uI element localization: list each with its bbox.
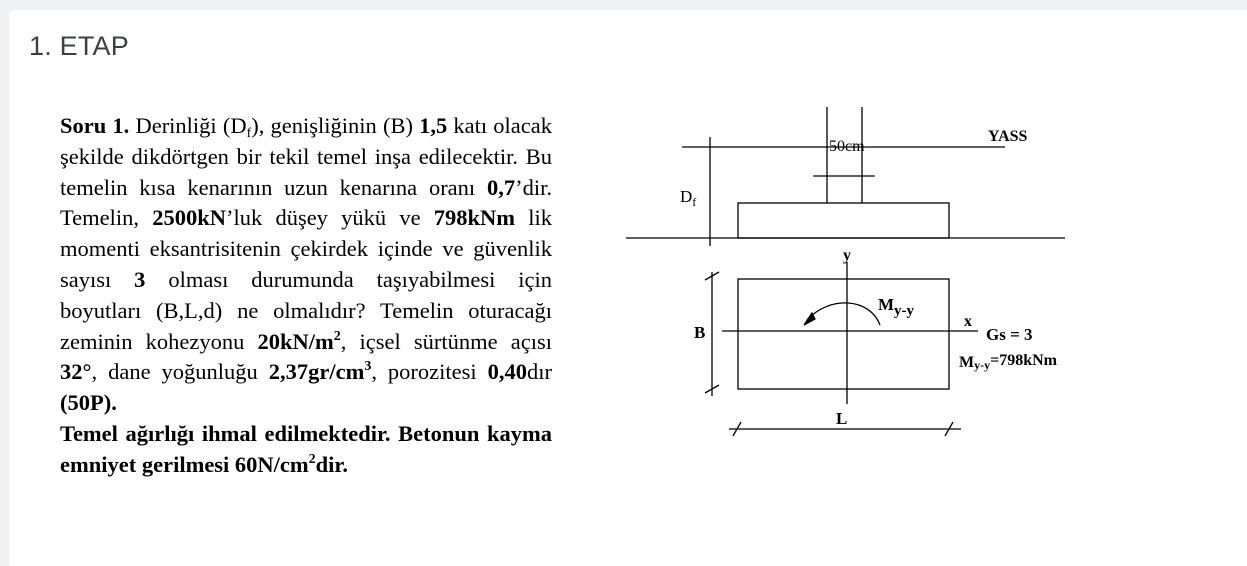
question-span: 20kN/m (257, 328, 334, 354)
safety-factor-label: Gs = 3 (986, 325, 1033, 344)
moment-value-sub: y-y (974, 358, 991, 372)
groundwater-label: YASS (988, 128, 1028, 145)
depth-label-sub: f (692, 195, 697, 209)
question-bold: 798kNm (433, 205, 516, 231)
column-width-label: 50cm (829, 138, 865, 155)
length-label: L (836, 409, 848, 428)
question-span: dır (527, 359, 552, 385)
question-span: Temel ağırlığı ihmal edilmektedir. Betonun kayma emniyet gerilmesi 60N/cm (60, 420, 552, 477)
question-span: ), genişliğinin (B) (251, 113, 420, 138)
y-axis-label: y (843, 247, 851, 264)
question-bold: 0,7 (487, 174, 516, 200)
question-bold: 0,40 (487, 359, 527, 385)
question-bold: 32° (60, 359, 92, 385)
question-note (60, 419, 552, 481)
depth-label-main: D (680, 187, 693, 206)
question-text (60, 111, 552, 481)
question-sub: f (246, 126, 252, 141)
question-span: Derinliği (D (129, 113, 247, 138)
question-span: ’luk düşey yükü ve (226, 205, 434, 231)
question-sup: 2 (333, 328, 341, 344)
question-span: katı olacak şekilde dikdörtgen bir tekil temel inşa edilecektir. Bu temelin kısa kenarının uzun kenarına oranı (60, 113, 553, 200)
question-bold: 3 (134, 266, 146, 292)
section-title: 1. ETAP (29, 31, 129, 61)
question-span: , dane yoğunluğu (91, 359, 269, 385)
question-span: lik momenti eksantrisitenin çekirdek içinde ve güvenlik sayısı (60, 205, 552, 292)
question-span: dir. (315, 451, 348, 477)
question-bold: (50P). (60, 390, 117, 416)
moment-value-number: =798kNm (990, 352, 1058, 369)
width-label: B (694, 323, 706, 342)
question-span: , içsel sürtünme açısı (340, 328, 552, 354)
question-note-text (60, 421, 552, 477)
question-span: ’dir. Temelin, (60, 174, 552, 231)
question-sup: 3 (364, 359, 372, 375)
question-bold: 2500kN (152, 205, 226, 231)
question-bold (269, 359, 372, 384)
question-bold: 1,5 (419, 113, 448, 138)
question-span: , porozitesi (371, 359, 488, 385)
question-label: Soru 1. (60, 113, 130, 138)
moment-value-main: M (959, 354, 975, 371)
moment-label-sub: y-y (894, 303, 915, 319)
question-bold (257, 329, 340, 354)
question-sup: 2 (308, 451, 316, 467)
moment-label-main: M (878, 295, 895, 314)
question-span: 2,37gr/cm (268, 359, 365, 385)
x-axis-label: x (964, 313, 972, 330)
question-paragraph (60, 111, 552, 419)
question-span: olması durumunda taşıyabilmesi için boyutları (B,L,d) ne olmalıdır? Temelin oturacağı zeminin kohezyonu (60, 266, 552, 354)
